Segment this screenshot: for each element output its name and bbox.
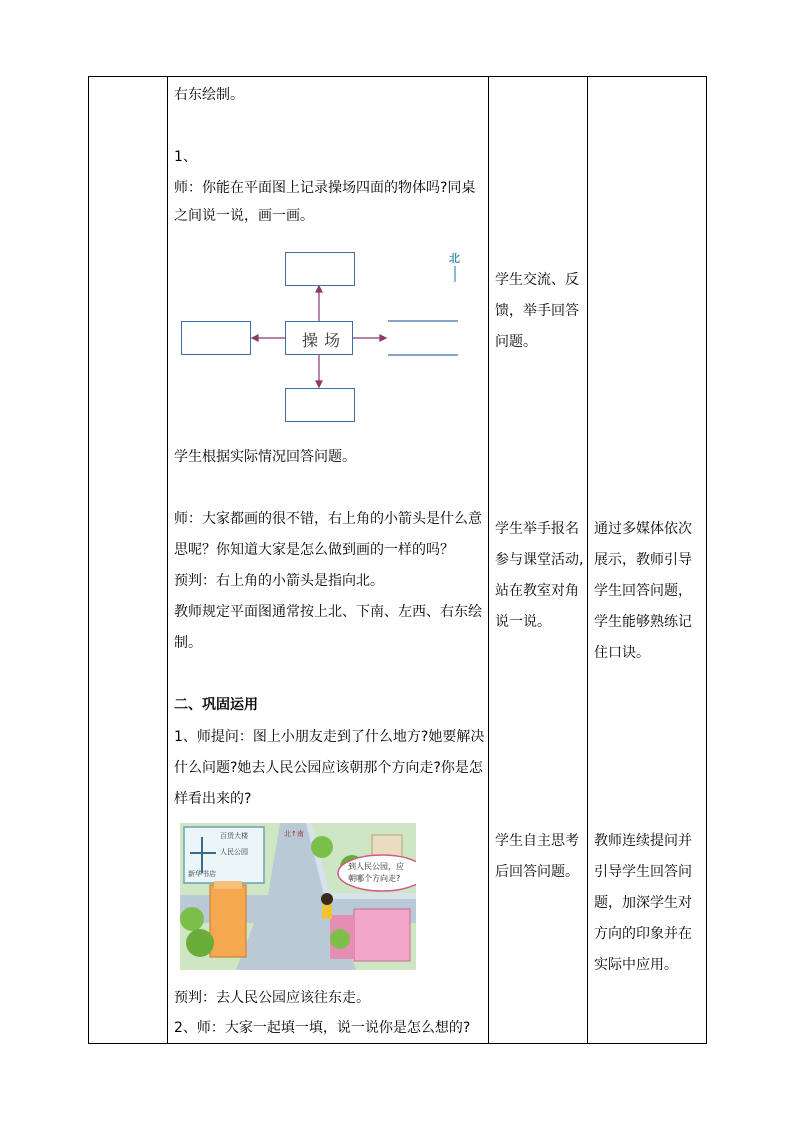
playground-direction-diagram: [178, 248, 468, 428]
speech-bubble-line-2: 朝哪个方向走?: [348, 874, 401, 883]
section-heading: 二、巩固运用: [174, 697, 258, 713]
rule-line-1: 教师规定平面图通常按上北、下南、左西、右东绘: [174, 604, 482, 620]
sign-text-1: 百货大楼: [220, 832, 248, 840]
question-4: 2、师：大家一起填一填，说一说你是怎么想的?: [174, 1020, 471, 1036]
table-top-border: [88, 76, 707, 77]
table-col-border-5: [706, 76, 707, 1044]
question-3-line-3: 样看出来的?: [174, 791, 252, 807]
design-intent-2: 教师连续提问并 引导学生回答问 题，加深学生对 方向的印象并在 实际中应用。: [594, 833, 692, 973]
table-col-border-3: [488, 76, 489, 1044]
student-activity-3: 学生自主思考 后回答问题。: [495, 833, 579, 880]
teacher-question-1-line-2: 之间说一说，画一画。: [174, 208, 314, 224]
design-intent-1: 通过多媒体依次 展示，教师引导 学生回答问题， 学生能够熟练记 住口诀。: [594, 521, 692, 661]
prediction-1: 预判：右上角的小箭头是指向北。: [174, 573, 384, 589]
playground-label: 操场: [302, 331, 347, 350]
student-activity-2: 学生举手报名 参与课堂活动, 站在教室对角 说一说。: [495, 521, 584, 630]
teacher-question-2-line-2: 思呢？你知道大家是怎么做到画的一样的吗？: [174, 542, 454, 558]
prediction-2: 预判：去人民公园应该往东走。: [174, 990, 370, 1006]
item-number: 1、: [174, 149, 197, 165]
table-col-border-4: [587, 76, 588, 1044]
north-label: 北: [449, 252, 460, 265]
sign-text-2: 人民公园: [220, 848, 248, 856]
street-illustration: [180, 823, 416, 970]
speech-bubble-line-1: 到人民公园，应: [348, 862, 404, 871]
teacher-question-2-line-1: 师：大家都画的很不错，右上角的小箭头是什么意: [174, 511, 482, 527]
student-activity-1: 学生交流、反 馈，举手回答 问题。: [495, 272, 579, 350]
student-answer: 学生根据实际情况回答问题。: [174, 449, 356, 465]
west-box: [181, 321, 251, 355]
compass-text: 北↑南: [284, 830, 304, 838]
south-box: [285, 388, 355, 422]
table-col-border-2: [167, 76, 168, 1044]
table-bottom-border: [88, 1043, 707, 1044]
table-col-border-1: [88, 76, 89, 1044]
street-scene: [180, 823, 416, 970]
sign-text-3: 新华书店: [188, 870, 216, 878]
question-3-line-1: 1、师提问：图上小朋友走到了什么地方?她要解决: [174, 729, 485, 745]
rule-line-2: 制。: [174, 635, 202, 651]
continued-text: 右东绘制。: [174, 87, 244, 103]
north-box: [285, 252, 355, 286]
question-3-line-2: 什么问题?她去人民公园应该朝那个方向走?你是怎: [174, 760, 483, 776]
teacher-question-1-line-1: 师：你能在平面图上记录操场四面的物体吗?同桌: [174, 180, 476, 196]
